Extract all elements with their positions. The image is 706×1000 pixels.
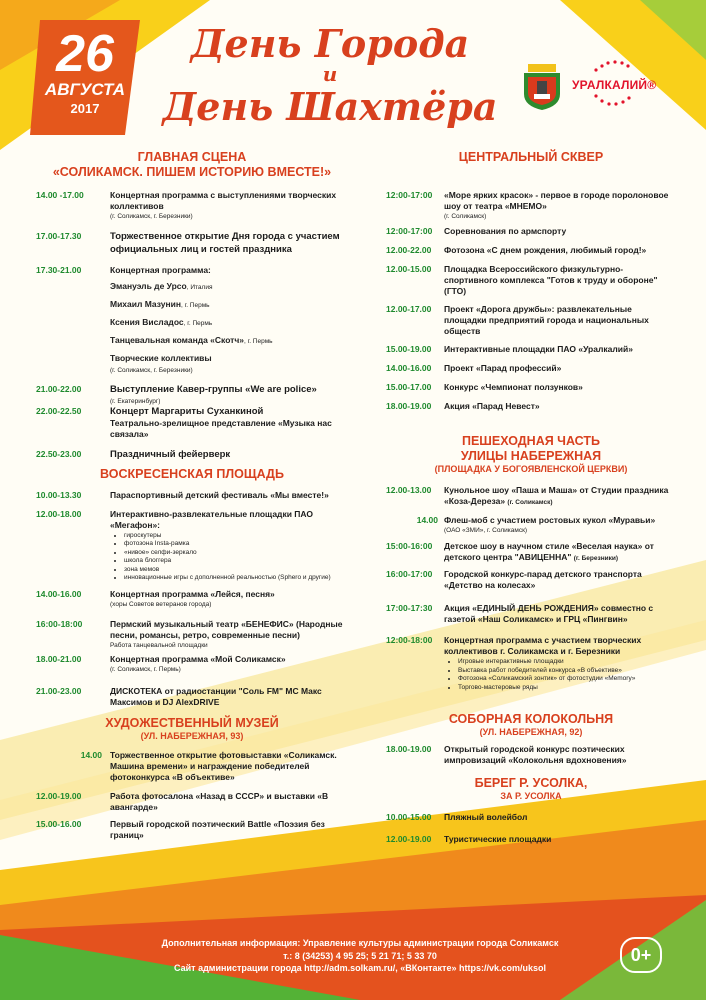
right-column (386, 150, 676, 845)
performer-name: Эмануэль де Урсо (110, 281, 187, 291)
event-time: 16:00-18:00 (36, 619, 83, 630)
event-time: 10.00-13.30 (36, 489, 82, 500)
event-time: 12.00-13.00 (386, 485, 432, 495)
event-title: Фотозона «С днем рождения, любимый город!» (444, 245, 647, 255)
performer-name: Танцевальная команда «Скотч» (110, 335, 244, 345)
city-coat-of-arms-icon (522, 64, 562, 110)
event-title: «Море ярких красок» - первое в городе поролоновое шоу от театра «МНЕМО» (444, 190, 669, 211)
event-title: Пермский музыкальный театр «БЕНЕФИС» (Народные песни, романсы, ретро, современные песни) (110, 619, 343, 641)
event-item (386, 226, 676, 237)
event-title: Соревнования по армспорту (444, 226, 567, 236)
event-note: (г. Соликамск, г. Березники) (110, 367, 193, 374)
performer-name: Михаил Мазунин (110, 299, 181, 309)
main-stage-title: ГЛАВНАЯ СЦЕНА (137, 150, 247, 164)
event-title: Кунольное шоу «Паша и Маша» от Студии праздника «Коза-Дереза» (444, 485, 669, 506)
left-column (36, 150, 348, 841)
event-item (386, 264, 676, 297)
list-item: • школа блоггера (124, 557, 348, 566)
event-title: Конкурс «Чемпионат ползунков» (444, 382, 583, 392)
performer-origin: , г. Пермь (183, 320, 213, 327)
list-item: • Выставка работ победителей конкурса «В объективе» (458, 667, 676, 676)
event-time: 10.00-15.00 (386, 812, 432, 823)
event-title: Концертная программа «Лейся, песня» (110, 589, 275, 600)
bullet-list (110, 532, 348, 584)
event-title: Концертная программа «Мой Соликамск» (110, 654, 286, 665)
bell-tower-address: (УЛ. НАБЕРЕЖНАЯ, 92) (479, 727, 583, 738)
event-item (386, 344, 676, 355)
event-time: 15.00-16.00 (36, 819, 82, 830)
event-time: 12:00-17:00 (386, 190, 433, 200)
event-time: 12.00-19.00 (386, 834, 432, 845)
event-time: 12.00-17.00 (386, 304, 432, 314)
embankment-title-line2: УЛИЦЫ НАБЕРЕЖНАЯ (460, 449, 602, 463)
event-item (36, 619, 348, 650)
footer-sites: Сайт администрации города http://adm.solkam.ru/, «ВКонтакте» https://vk.com/uksol (174, 963, 546, 973)
event-item (36, 384, 348, 406)
event-item (36, 490, 348, 501)
event-time: 21.00-22.00 (36, 384, 82, 394)
event-title: Туристические площадки (444, 834, 552, 845)
performer (110, 348, 348, 366)
event-item (36, 654, 348, 674)
usolka-subtitle: ЗА Р. УСОЛКА (500, 791, 562, 802)
event-item (386, 515, 676, 535)
event-time: 18.00-19.00 (386, 401, 432, 411)
footer-info: Дополнительная информация: Управление культуры администрации города Соликамск (161, 938, 559, 948)
event-title: Пляжный волейбол (444, 812, 528, 823)
performer-origin: , Италия (186, 284, 213, 291)
event-title: Флеш-моб с участием ростовых кукол «Муравьи» (444, 515, 656, 525)
event-time: 12.00-15.00 (386, 264, 432, 274)
event-title: Концертная программа: (110, 265, 211, 275)
event-item (36, 509, 348, 584)
performer-origin: , г. Пермь (244, 338, 273, 345)
event-title: Концерт Маргариты Суханкиной (110, 405, 264, 417)
event-time: 12:00-18:00 (386, 635, 433, 645)
event-time: 14.00-16.00 (386, 363, 432, 373)
performer-origin: , г. Пермь (181, 302, 210, 309)
performer (110, 276, 348, 294)
event-time: 18.00-19.00 (386, 744, 432, 755)
event-item (36, 686, 348, 708)
performer-name: Творческие коллективы (110, 353, 212, 363)
event-title: Городской конкурс-парад детского транспорта «Детство на колесах» (444, 569, 642, 590)
event-item (386, 834, 676, 845)
event-note: Работа танцевальной площадки (110, 642, 208, 650)
event-item (386, 304, 676, 337)
event-item (36, 791, 348, 813)
event-title: Торжественное открытие фотовыставки «Соликамск. Машина времени» и награждение победителей фотоконкурса «В объективе» (110, 750, 337, 783)
event-item (386, 190, 676, 221)
event-item (386, 569, 676, 591)
event-item (386, 635, 676, 692)
event-title: Параспортивный детский фестиваль «Мы вместе!» (110, 489, 329, 500)
performer (110, 330, 348, 348)
usolka-title: БЕРЕГ Р. УСОЛКА, (474, 776, 588, 791)
list-item: • инновационные игры с дополненной реальностью (Sphero и другие) (124, 574, 348, 583)
art-museum-address: (УЛ. НАБЕРЕЖНАЯ, 93) (140, 731, 244, 742)
event-item (36, 190, 348, 221)
event-note: (хоры Советов ветеранов города) (110, 601, 212, 609)
list-item: • Торгово-мастеровые ряды (458, 684, 676, 693)
main-stage-subtitle: «СОЛИКАМСК. ПИШЕМ ИСТОРИЮ ВМЕСТЕ!» (52, 165, 332, 179)
event-item (36, 589, 348, 609)
uralkali-logo (572, 60, 692, 108)
event-time: 21.00-23.00 (36, 686, 82, 697)
date-day: 26 (56, 25, 114, 83)
event-note: (г. Екатеринбург) (110, 397, 161, 405)
list-item: • гироскутеры (124, 532, 348, 541)
event-title: Площадка Всероссийского физкультурно-спортивного комплекса "Готов к труду и обороне" (ГТО) (444, 264, 658, 296)
event-time: 18.00-21.00 (36, 654, 82, 665)
event-note: (г. Соликамск, г. Пермь) (110, 666, 181, 674)
list-item: • зона мемов (124, 566, 348, 575)
uralkali-logo-text: УРАЛКАЛИЙ (572, 78, 648, 92)
event-note: (ОАО «ЗМИ», г. Соликамск) (444, 527, 528, 534)
event-title: Первый городской поэтический Battle «Поэзия без границ» (110, 819, 325, 841)
event-item (386, 382, 676, 393)
title-line2: День Шахтёра (162, 84, 498, 129)
event-item (36, 265, 348, 375)
event-note: (г. Соликамск) (444, 213, 487, 220)
event-item (386, 485, 676, 507)
event-time: 17:00-17:30 (386, 603, 433, 613)
event-title: Выступление Кавер-группы «We are police» (110, 384, 317, 395)
event-item (386, 812, 676, 823)
event-item (36, 819, 348, 841)
performer (110, 312, 348, 330)
bell-tower-title: СОБОРНАЯ КОЛОКОЛЬНЯ (448, 712, 614, 727)
event-title: Проект «Дорога дружбы»: развлекательные площадки предприятий города и национальных обществ (444, 304, 649, 336)
event-subtitle: Театрально-зрелищное представление «Музыка нас связала» (110, 418, 332, 439)
title-line1: День Города (190, 21, 470, 66)
event-time: 16:00-17:00 (386, 569, 433, 579)
date-month: АВГУСТА (44, 80, 126, 99)
art-museum-title: ХУДОЖЕСТВЕННЫЙ МУЗЕЙ (105, 716, 279, 731)
event-title: Открытый городской конкурс поэтических импровизаций «Колокольня вдохновения» (444, 744, 627, 766)
event-item (386, 401, 676, 412)
event-time: 17.00-17.30 (36, 231, 82, 241)
central-square-title: ЦЕНТРАЛЬНЫЙ СКВЕР (458, 150, 604, 164)
event-item (386, 744, 676, 766)
event-note: (г. Соликамск) (507, 499, 553, 506)
performer (110, 294, 348, 312)
event-time: 15.00-17.00 (386, 382, 432, 392)
event-title: Акция «Парад Невест» (444, 401, 540, 411)
date-year: 2017 (70, 101, 100, 116)
event-item (36, 449, 348, 462)
event-time: 12.00-18.00 (36, 508, 82, 519)
event-time: 15.00-19.00 (386, 344, 432, 354)
event-time: 14.00 -17.00 (36, 190, 84, 200)
event-item (36, 750, 348, 783)
event-item (36, 406, 348, 441)
event-time: 12.00-19.00 (36, 791, 82, 802)
event-title: Акция «ЕДИНЫЙ ДЕНЬ РОЖДЕНИЯ» совместно с газетой «Наш Соликамск» и ГРЦ «Пингвин» (444, 603, 654, 624)
event-time: 14.00 (80, 750, 102, 761)
event-item (386, 245, 676, 256)
event-time: 15:00-16:00 (386, 541, 433, 551)
event-time: 17.30-21.00 (36, 265, 82, 275)
event-item (386, 541, 676, 563)
event-time: 14.00-16.00 (36, 589, 82, 600)
voskresenskaya-title: ВОСКРЕСЕНСКАЯ ПЛОЩАДЬ (100, 466, 284, 481)
footer-phones: т.: 8 (34253) 4 95 25; 5 21 71; 5 33 70 (283, 951, 437, 961)
performer-name: Ксения Висладос (110, 317, 184, 327)
date-badge (33, 22, 137, 140)
registered-mark: ® (647, 78, 657, 92)
event-time: 14.00 (416, 515, 438, 525)
embankment-subtitle: (ПЛОЩАДКА У БОГОЯВЛЕНСКОЙ ЦЕРКВИ) (434, 464, 628, 474)
list-item: • Фотозона «Соликамский зонтик» от фотостудии «Memory» (458, 675, 676, 684)
event-title: Интерактивные площадки ПАО «Уралкалий» (444, 344, 633, 354)
event-note: (г. Соликамск, г. Березники) (110, 213, 193, 220)
event-title: Концертная программа с участием творческих коллективов г. Соликамска и г. Березники (444, 635, 642, 656)
event-item (386, 603, 676, 625)
event-time: 22.00-22.50 (36, 405, 82, 416)
event-title: Торжественное открытие Дня города с участием официальных лиц и гостей праздника (110, 231, 340, 255)
event-time: 12:00-17:00 (386, 226, 433, 236)
event-title: Работа фотосалона «Назад в СССР» и выставки «В авангарде» (110, 791, 329, 813)
list-item: • «нивое» селфи-зеркало (124, 549, 348, 558)
age-rating-badge: 0+ (620, 937, 662, 973)
list-item: • фотозона Insta-рамка (124, 540, 348, 549)
embankment-title-line1: ПЕШЕХОДНАЯ ЧАСТЬ (461, 434, 601, 448)
event-item (36, 231, 348, 256)
title-conjunction: и (322, 62, 338, 86)
list-item: • Игровые интерактивные площадки (458, 658, 676, 667)
event-title: Интерактивно-развлекательные площадки ПАО «Мегафон»: (110, 508, 314, 530)
event-title: Детское шоу в научном стиле «Веселая наука» от детского центра "АВИЦЕННА" (444, 541, 654, 562)
event-item (386, 363, 676, 374)
event-title: Праздничный фейерверк (110, 449, 231, 460)
event-time: 22.50-23.00 (36, 449, 82, 459)
event-time: 12.00-22.00 (386, 245, 432, 255)
event-title: ДИСКОТЕКА от радиостанции "Соль FM" МС Макс Максимов и DJ AlexDRIVE (110, 686, 322, 708)
bullet-list (444, 658, 676, 692)
event-title: Проект «Парад профессий» (444, 363, 562, 373)
event-note: (г. Березники) (573, 555, 619, 562)
event-title: Концертная программа с выступлениями творческих коллективов (110, 190, 337, 211)
